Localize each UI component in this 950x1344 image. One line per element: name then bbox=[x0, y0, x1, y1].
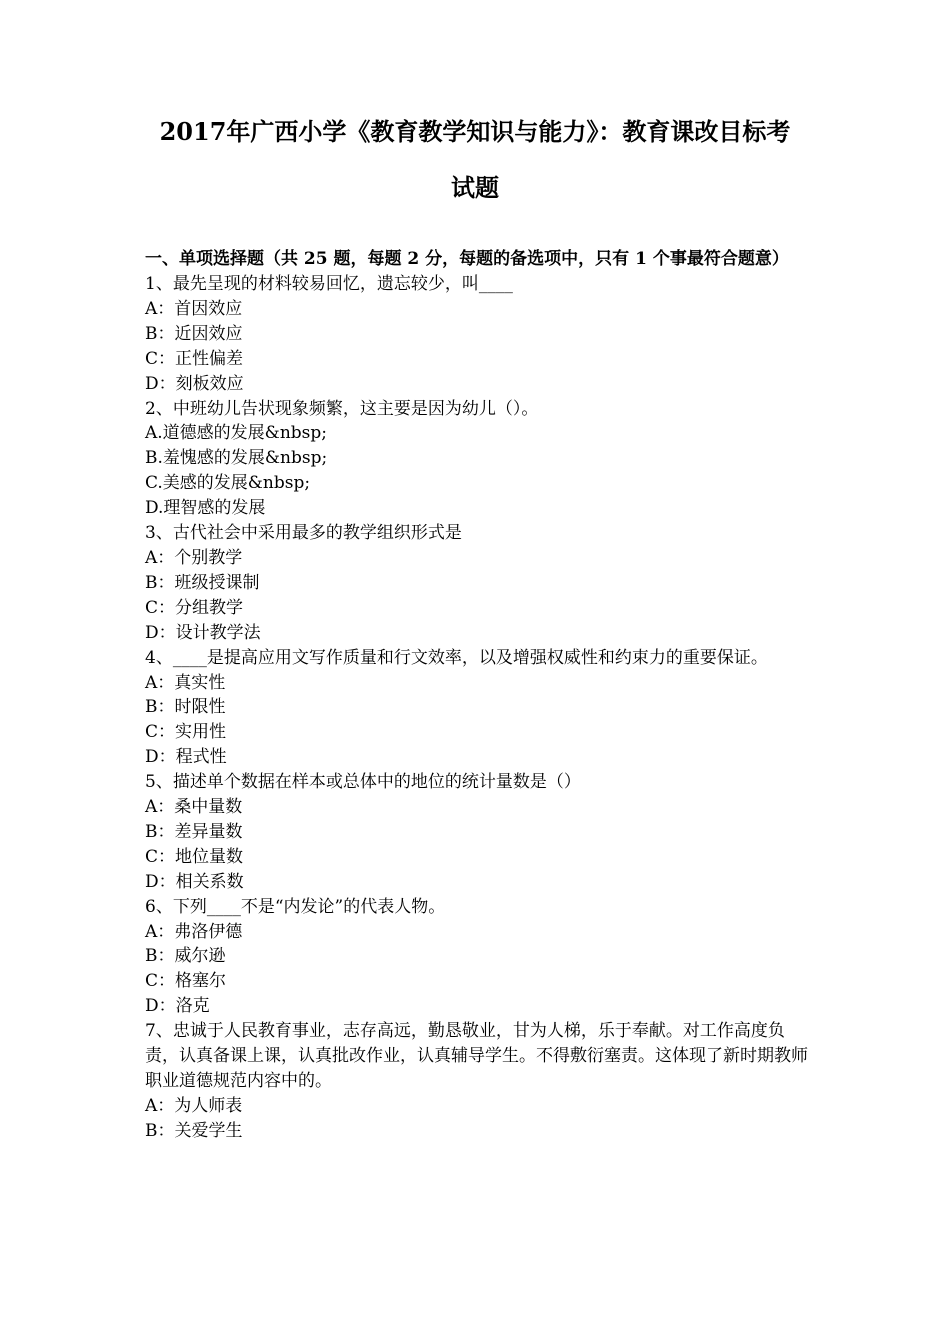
option-c: C：实用性 bbox=[145, 722, 227, 743]
document-title bbox=[130, 104, 820, 216]
option-b: B：关爱学生 bbox=[145, 1120, 243, 1141]
question-stem: 7、忠诚于人民教育事业，志存高远，勤恳敬业，甘为人梯，乐于奉献。对工作高度负责，认真备课上课，认真批改作业，认真辅导学生。不得敷衍塞责。这体现了新时期教师职业道德规范内容中的。 bbox=[145, 1021, 808, 1091]
option-a: A.道德感的发展&nbsp; bbox=[145, 423, 327, 444]
question-stem: 3、古代社会中采用最多的教学组织形式是 bbox=[145, 523, 462, 544]
title-line-1: 2017年广西小学《教育教学知识与能力》：教育课改目标考 bbox=[159, 117, 791, 146]
question-stem: 1、最先呈现的材料较易回忆，遗忘较少，叫____ bbox=[145, 274, 513, 294]
option-a: A：个别教学 bbox=[145, 547, 243, 568]
option-a: A：真实性 bbox=[145, 672, 226, 693]
document-body bbox=[145, 247, 810, 1144]
question-4 bbox=[145, 646, 810, 771]
question-stem: 4、____是提高应用文写作质量和行文效率，以及增强权威性和约束力的重要保证。 bbox=[145, 647, 768, 668]
question-6 bbox=[145, 895, 810, 1020]
option-b: B.羞愧感的发展&nbsp; bbox=[145, 448, 328, 469]
question-7 bbox=[145, 1019, 810, 1144]
option-a: A：首因效应 bbox=[145, 298, 243, 319]
option-d: D.理智感的发展 bbox=[145, 498, 266, 519]
question-5 bbox=[145, 770, 810, 895]
option-a: A：弗洛伊德 bbox=[145, 921, 243, 942]
question-stem: 6、下列____不是“内发论”的代表人物。 bbox=[145, 896, 446, 917]
option-d: D：程式性 bbox=[145, 747, 227, 768]
section-heading: 一、单项选择题（共 25 题，每题 2 分，每题的备选项中，只有 1 个事最符合题意） bbox=[145, 249, 789, 269]
question-3 bbox=[145, 521, 810, 646]
option-d: D：设计教学法 bbox=[145, 622, 261, 643]
question-stem: 5、描述单个数据在样本或总体中的地位的统计量数是（） bbox=[145, 772, 581, 793]
option-c: C：地位量数 bbox=[145, 846, 244, 867]
option-c: C：正性偏差 bbox=[145, 348, 244, 369]
option-b: B：威尔逊 bbox=[145, 946, 226, 967]
question-stem: 2、中班幼儿告状现象频繁，这主要是因为幼儿（）。 bbox=[145, 398, 539, 419]
option-d: D：相关系数 bbox=[145, 871, 244, 892]
option-d: D：洛克 bbox=[145, 996, 210, 1017]
option-b: B：近因效应 bbox=[145, 323, 243, 344]
option-c: C.美感的发展&nbsp; bbox=[145, 473, 311, 494]
option-a: A：桑中量数 bbox=[145, 797, 243, 818]
question-1 bbox=[145, 272, 810, 397]
question-2 bbox=[145, 397, 810, 522]
option-b: B：班级授课制 bbox=[145, 572, 260, 593]
option-d: D：刻板效应 bbox=[145, 373, 244, 394]
option-c: C：格塞尔 bbox=[145, 971, 227, 992]
title-line-2: 试题 bbox=[451, 173, 499, 202]
option-b: B：时限性 bbox=[145, 697, 226, 718]
option-a: A：为人师表 bbox=[145, 1095, 243, 1116]
option-c: C：分组教学 bbox=[145, 597, 244, 618]
option-b: B：差异量数 bbox=[145, 821, 243, 842]
